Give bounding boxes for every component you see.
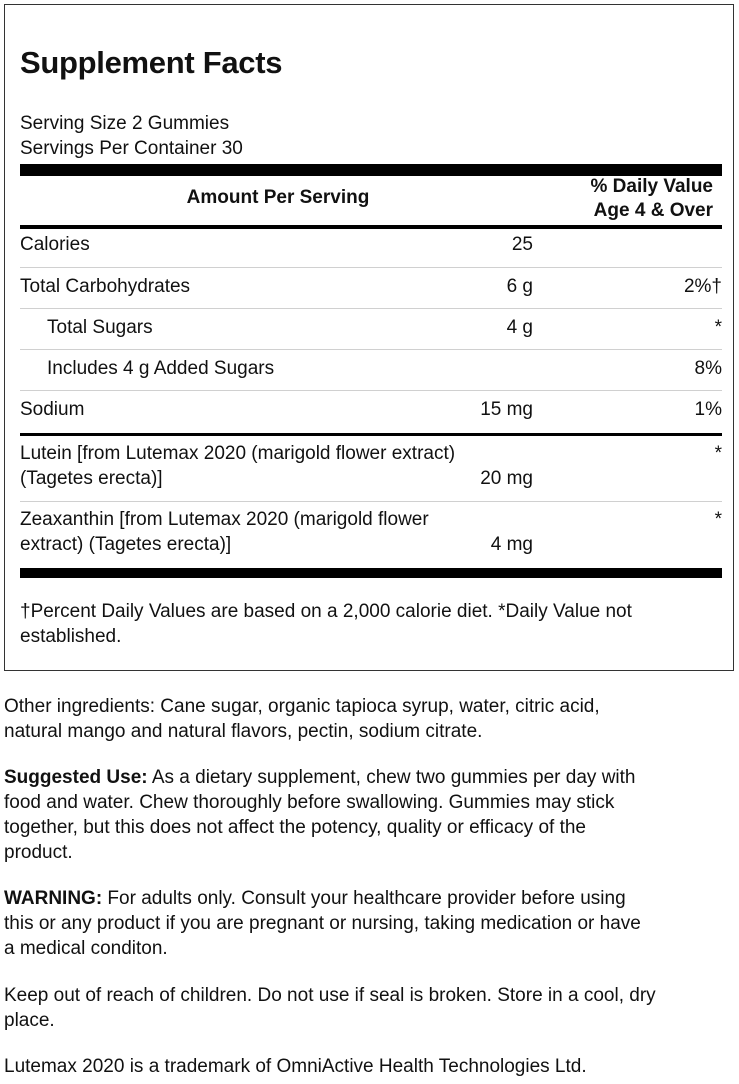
row-divider	[20, 308, 722, 309]
storage-line2: place.	[4, 1010, 55, 1031]
other-ingredients-line1: Other ingredients: Cane sugar, organic tapioca syrup, water, citric acid,	[4, 696, 600, 717]
nutrient-name: Total Carbohydrates	[20, 276, 191, 297]
nutrient-daily-value: 2%†	[683, 276, 722, 297]
nutrient-name: Calories	[20, 234, 90, 255]
ingredient-daily-value: *	[714, 443, 722, 464]
nutrient-name: Includes 4 g Added Sugars	[47, 358, 275, 379]
nutrient-daily-value: *	[714, 317, 722, 338]
nutrient-name: Total Sugars	[47, 317, 153, 338]
ingredient-amount: 4 mg	[490, 534, 533, 555]
ingredient-name-line2: extract) (Tagetes erecta)]	[20, 534, 232, 555]
ingredient-daily-value: *	[714, 509, 722, 530]
nutrient-amount: 6 g	[506, 276, 533, 297]
warning-line2: this or any product if you are pregnant or nursing, taking medication or have	[4, 913, 641, 934]
bottom-thick-divider	[20, 568, 722, 578]
nutrient-daily-value: 8%	[694, 358, 722, 379]
storage-line1: Keep out of reach of children. Do not use if seal is broken. Store in a cool, dry	[4, 985, 656, 1006]
daily-value-footnote	[20, 599, 720, 649]
storage-instructions	[4, 983, 734, 1033]
serving-size: Serving Size 2 Gummies	[20, 113, 230, 134]
daily-value-header-line2: Age 4 & Over	[593, 200, 713, 221]
suggested-use-label: Suggested Use:	[4, 767, 148, 788]
warning	[4, 886, 734, 961]
suggested-use	[4, 765, 734, 865]
footnote-line2: established.	[20, 626, 122, 647]
nutrient-amount: 25	[511, 234, 533, 255]
nutrient-section-divider	[20, 433, 722, 436]
warning-line3: a medical conditon.	[4, 938, 168, 959]
suggested-use-line4: product.	[4, 842, 73, 863]
row-divider	[20, 349, 722, 350]
amount-per-serving-header: Amount Per Serving	[186, 187, 370, 208]
suggested-use-line3: together, but this does not affect the potency, quality or efficacy of the	[4, 817, 586, 838]
nutrient-amount: 4 g	[506, 317, 533, 338]
trademark-notice: Lutemax 2020 is a trademark of OmniActive Health Technologies Ltd.	[4, 1056, 587, 1077]
other-ingredients-line2: natural mango and natural flavors, pectin, sodium citrate.	[4, 721, 483, 742]
row-divider	[20, 501, 722, 502]
header-divider	[20, 225, 722, 229]
nutrient-name: Sodium	[20, 399, 85, 420]
panel-title: Supplement Facts	[20, 45, 283, 80]
warning-label: WARNING:	[4, 888, 103, 909]
ingredient-name-line1: Lutein [from Lutemax 2020 (marigold flower extract)	[20, 443, 456, 464]
ingredient-amount: 20 mg	[480, 468, 533, 489]
nutrient-daily-value: 1%	[694, 399, 722, 420]
supplement-facts-panel	[4, 4, 734, 671]
other-ingredients	[4, 694, 734, 744]
warning-line1: For adults only. Consult your healthcare provider before using	[102, 888, 626, 909]
ingredient-name-line2: (Tagetes erecta)]	[20, 468, 163, 489]
footnote-line1: †Percent Daily Values are based on a 2,000 calorie diet. *Daily Value not	[20, 601, 632, 622]
suggested-use-line1: As a dietary supplement, chew two gummies per day with	[147, 767, 636, 788]
ingredient-name-line1: Zeaxanthin [from Lutemax 2020 (marigold flower	[20, 509, 429, 530]
daily-value-header-line1: % Daily Value	[590, 176, 713, 197]
nutrient-amount: 15 mg	[480, 399, 533, 420]
servings-per-container: Servings Per Container 30	[20, 138, 243, 159]
daily-value-header	[590, 175, 713, 223]
row-divider	[20, 390, 722, 391]
row-divider	[20, 267, 722, 268]
suggested-use-line2: food and water. Chew thoroughly before swallowing. Gummies may stick	[4, 792, 615, 813]
